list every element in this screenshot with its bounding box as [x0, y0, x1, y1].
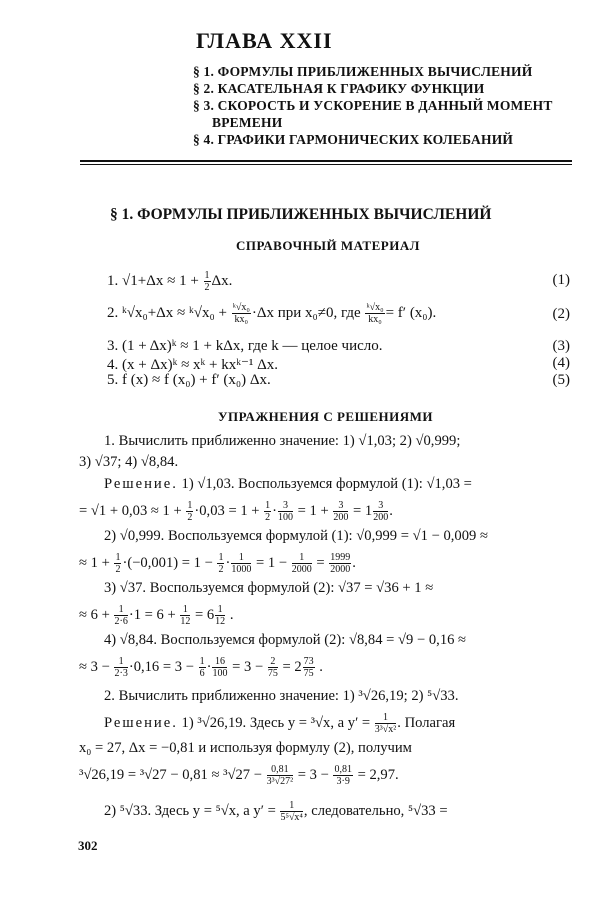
solution-1-4-line-2: ≈ 3 − $\frac{1}{2\cdot 3}$ ·0,16 = 3 − $\frac{1}{6}$ · $\frac{16}{100}$ = 3 − $\frac{2}{75}$ = 2 $\frac{73}{75}$ . — [79, 656, 323, 679]
solution-1-2-line-1: 2) √0,999. Воспользуемся формулой (1): √0,999 = √1 − 0,009 ≈ — [104, 528, 488, 544]
section-title: § 1. ФОРМУЛЫ ПРИБЛИЖЕННЫХ ВЫЧИСЛЕНИЙ — [110, 206, 492, 223]
formula-2-number: (2) — [552, 306, 570, 322]
solution-1-2-line-2: ≈ 1 + $\frac{1}{2}$ ·(−0,001) = 1 − $\frac{1}{2}$ · $\frac{1}{1000}$ = 1 − $\frac{1}{2000}$ = $\frac{1999}{2000}$ . — [79, 552, 356, 575]
solution-1-1-line-2: = √1 + 0,03 ≈ 1 + $\frac{1}{2}$ ·0,03 = 1 + $\frac{1}{2}$ · $\frac{3}{100}$ = 1 + $\frac{3}{200}$ = 1 $\frac{3}{200}$ . — [79, 500, 393, 523]
reference-heading: СПРАВОЧНЫЙ МАТЕРИАЛ — [236, 238, 420, 253]
formula-5: 5. f (x) ≈ f (x₀) + f′ (x₀) Δx. — [107, 372, 271, 388]
solution-2-2-line-1: 2) ⁵√33. Здесь y = ⁵√x, а y′ = $\frac{1}{\text{5⁵√x⁴}}$ , следовательно, ⁵√33 = — [104, 800, 448, 823]
toc-item-3: § 3. СКОРОСТЬ И УСКОРЕНИЕ В ДАННЫЙ МОМЕНТ — [193, 98, 553, 113]
solution-1-3-line-2: ≈ 6 + $\frac{1}{2\cdot 6}$ ·1 = 6 + $\frac{1}{12}$ = 6 $\frac{1}{12}$ . — [79, 604, 234, 627]
formula-2: 2. ᵏ√x₀+Δx ≈ ᵏ√x₀ + $\frac{\text{ᵏ√x₀}}{\text{kx₀}}$ ·Δx при x₀≠0, где $\frac{\text{ᵏ√x₀}}{\text{kx₀}}$ = f′ (x₀). — [107, 302, 437, 325]
solution-2-1-line-2: x₀ = 27, Δx = −0,81 и используя формулу (2), получим — [79, 740, 412, 756]
formula-5-number: (5) — [552, 372, 570, 388]
page-number: 302 — [78, 838, 98, 853]
chapter-title: ГЛАВА XXII — [196, 28, 333, 53]
solution-1-4-line-1: 4) √8,84. Воспользуемся формулой (2): √8,84 = √9 − 0,16 ≈ — [104, 632, 467, 648]
toc-item-2: § 2. КАСАТЕЛЬНАЯ К ГРАФИКУ ФУНКЦИИ — [193, 81, 485, 96]
toc-item-1: § 1. ФОРМУЛЫ ПРИБЛИЖЕННЫХ ВЫЧИСЛЕНИЙ — [193, 64, 533, 79]
formula-3-number: (3) — [552, 338, 570, 354]
formula-1-number: (1) — [552, 272, 570, 288]
toc-item-3-cont: ВРЕМЕНИ — [212, 115, 283, 130]
solution-2-1-line-1: Решение. 1) ³√26,19. Здесь y = ³√x, а y′ = $\frac{1}{\text{3³√x²}}$ . Полагая — [104, 712, 456, 735]
divider-bottom — [80, 164, 572, 165]
formula-3: 3. (1 + Δx)ᵏ ≈ 1 + kΔx, где k — целое число. — [107, 338, 383, 354]
divider-top — [80, 160, 572, 162]
formula-4-number: (4) — [552, 355, 570, 371]
solution-1-3-line-1: 3) √37. Воспользуемся формулой (2): √37 = √36 + 1 ≈ — [104, 580, 434, 596]
solution-1-1-line-1: Решение. 1) √1,03. Воспользуемся формулой (1): √1,03 = — [104, 476, 472, 492]
formula-4: 4. (x + Δx)ᵏ ≈ xᵏ + kxᵏ⁻¹ Δx. — [107, 357, 279, 373]
exercises-heading: УПРАЖНЕНИЯ С РЕШЕНИЯМИ — [218, 409, 434, 424]
toc-item-4: § 4. ГРАФИКИ ГАРМОНИЧЕСКИХ КОЛЕБАНИЙ — [193, 132, 514, 147]
exercise-1-statement-cont: 3) √37; 4) √8,84. — [79, 454, 179, 470]
exercise-1-statement: 1. Вычислить приближенно значение: 1) √1,03; 2) √0,999; — [104, 433, 461, 449]
formula-1: 1. √1+Δx ≈ 1 + $\frac{1}{2}$ Δx. — [107, 270, 233, 293]
exercise-2-statement: 2. Вычислить приближенно значение: 1) ³√26,19; 2) ⁵√33. — [104, 688, 459, 704]
solution-2-1-line-3: ³√26,19 = ³√27 − 0,81 ≈ ³√27 − $\frac{0,81}{\text{3³√27²}}$ = 3 − $\frac{0,81}{3\cdot 9}$ = 2,97. — [79, 764, 399, 787]
